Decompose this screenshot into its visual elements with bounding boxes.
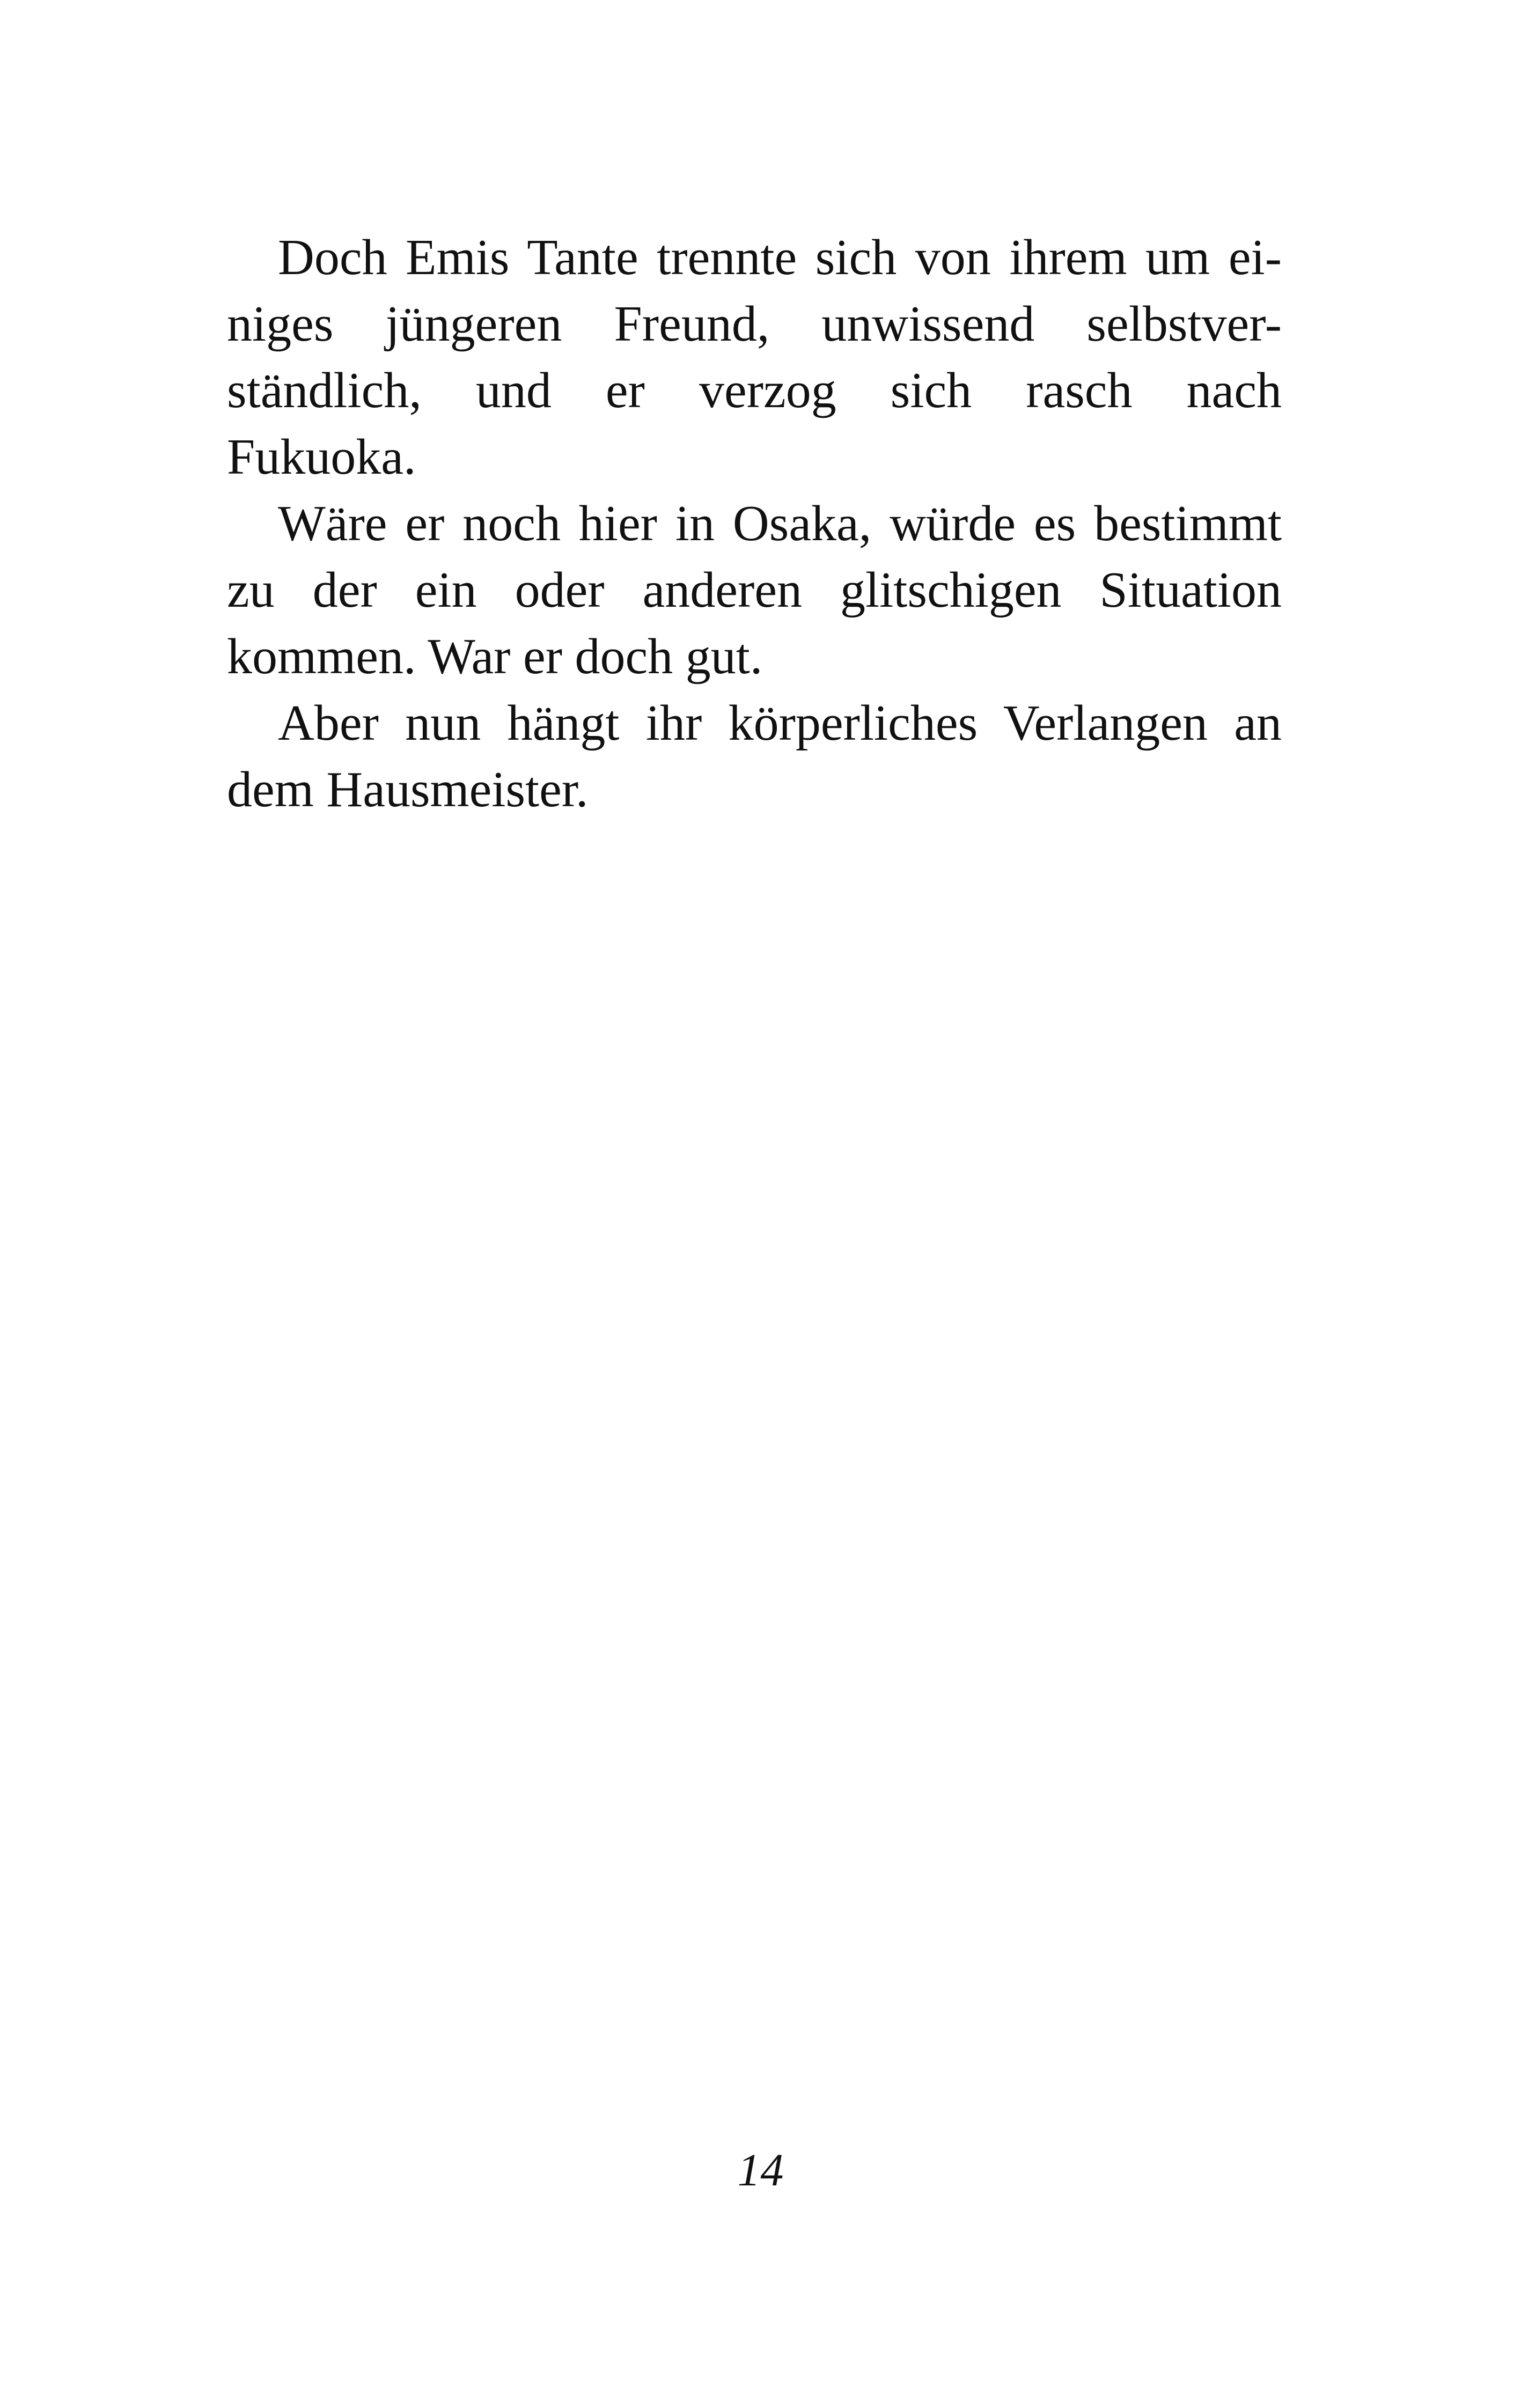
text-line: dem Hausmeister.	[227, 762, 589, 818]
text-line: niges jüngeren Freund, unwissend selbstver-	[227, 296, 1282, 352]
text-line: zu der ein oder anderen glitschigen Situation	[227, 562, 1282, 618]
body-text	[227, 224, 1282, 823]
text-line: Aber nun hängt ihr körperliches Verlangen an	[278, 695, 1282, 751]
paragraph-3	[227, 690, 1282, 823]
text-line: kommen. War er doch gut.	[227, 629, 763, 684]
paragraph-1	[227, 224, 1282, 490]
text-line: Wäre er noch hier in Osaka, würde es bestimmt	[278, 496, 1282, 551]
text-line: Fukuoka.	[227, 429, 416, 485]
paragraph-2	[227, 490, 1282, 690]
page-number: 14	[737, 2144, 784, 2196]
text-line: ständlich, und er verzog sich rasch nach	[227, 363, 1282, 418]
text-line: Doch Emis Tante trennte sich von ihrem um ei-	[278, 230, 1282, 285]
